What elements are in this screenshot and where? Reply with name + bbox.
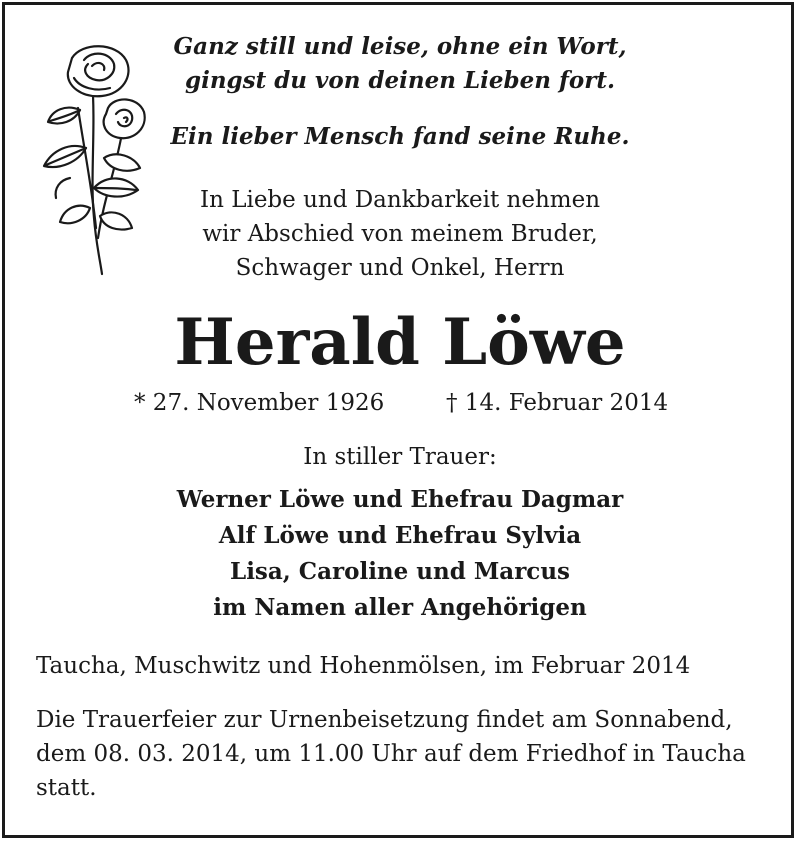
- poem-line: Ganz still und leise, ohne ein Wort,: [173, 33, 627, 60]
- poem-line: gingst du von deinen Lieben fort.: [185, 67, 615, 94]
- ceremony-line: Die Trauerfeier zur Urnenbeisetzung findet am Sonnabend,: [36, 707, 733, 733]
- intro-line: Schwager und Onkel, Herrn: [235, 255, 565, 281]
- deceased-name: Herald Löwe: [174, 305, 626, 380]
- rose-icon: [30, 38, 150, 278]
- mourner-line: Werner Löwe und Ehefrau Dagmar: [176, 486, 624, 513]
- death-date: † 14. Februar 2014: [446, 390, 669, 416]
- mourner-line: Lisa, Caroline und Marcus: [230, 558, 570, 585]
- intro-line: wir Abschied von meinem Bruder,: [202, 221, 598, 247]
- ceremony-info: [36, 703, 746, 805]
- poem-line: Ein lieber Mensch fand seine Ruhe.: [170, 123, 630, 150]
- poem-verse: [150, 30, 650, 98]
- mourners-list: [0, 482, 800, 626]
- ceremony-line: statt.: [36, 775, 97, 801]
- poem-closing: [150, 120, 650, 154]
- intro-text: [150, 183, 650, 285]
- intro-line: In Liebe und Dankbarkeit nehmen: [199, 187, 601, 213]
- mourner-line: Alf Löwe und Ehefrau Sylvia: [218, 522, 582, 549]
- mourner-line: im Namen aller Angehörigen: [213, 594, 587, 621]
- ceremony-line: dem 08. 03. 2014, um 11.00 Uhr auf dem Friedhof in Taucha: [36, 741, 746, 767]
- mourning-heading: In stiller Trauer:: [303, 444, 497, 470]
- birth-date: * 27. November 1926: [134, 390, 385, 416]
- place-date: Taucha, Muschwitz und Hohenmölsen, im Februar 2014: [36, 653, 691, 679]
